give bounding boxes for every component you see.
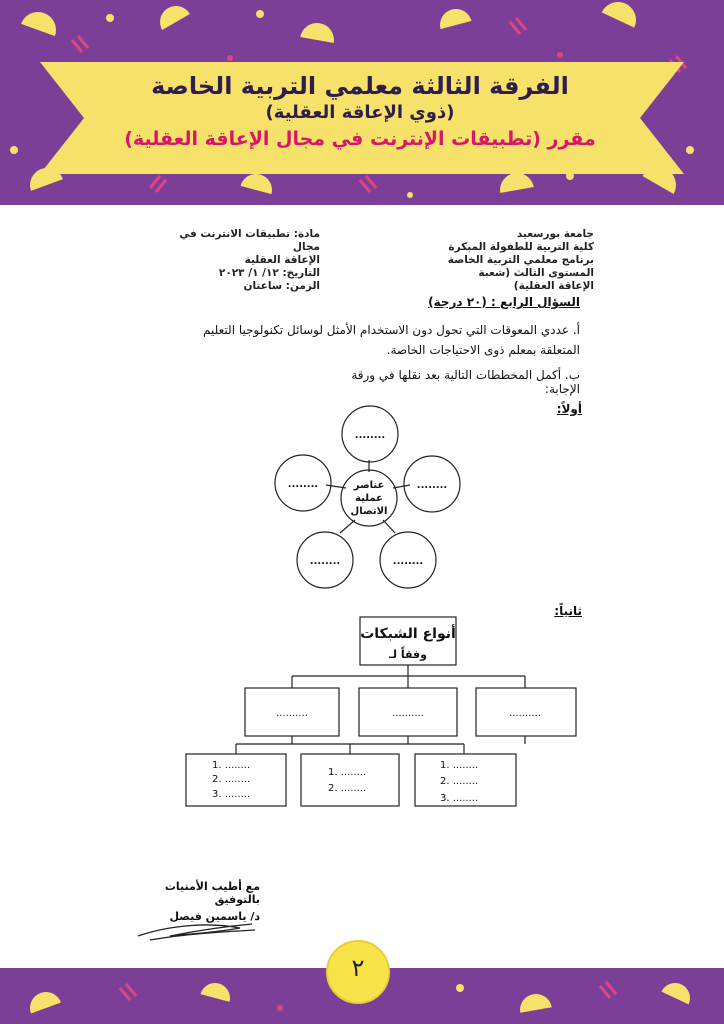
banner-title: الفرقة الثالثة معلمي التربية الخاصة [151,72,569,100]
outer-text-right: ........ [416,480,448,491]
university-name: جامعة بورسعيد [516,228,594,240]
leaf-box-left [186,754,286,806]
level2-text-middle: .......... [392,708,424,719]
level2-box-right [476,688,576,736]
leaf-right-item-3: 3. ........ [440,793,479,804]
center-node [341,470,397,526]
outer-text-top: ........ [354,430,386,441]
outer-node-bottom-left [297,532,353,588]
leaf-right-item-1: 1. ........ [440,760,479,771]
banner-subtitle: (ذوي الإعاقة العقلية) [265,102,455,123]
closing-wish: مع أطيب الأمنيات بالتوفيق [164,880,260,906]
exam-info [160,228,320,293]
subject-line-2: الإعاقة العقلية [244,254,320,266]
level2-box-left [245,688,339,736]
leaf-middle-item-2: 2. ........ [328,783,367,794]
subject-line: مادة: تطبيقات الانترنت في مجال [179,228,320,253]
page-number: ٢ [351,954,365,982]
center-text-3: الاتصال [350,506,388,517]
leaf-left-item-3: 3. ........ [212,789,251,800]
leaf-left-item-2: 2. ........ [212,774,251,785]
leaf-left-item-1: 1. ........ [212,760,251,771]
signature-scribble [138,924,255,940]
leaf-box-right [415,754,516,806]
communication-diagram [275,406,460,588]
question-part-b: ب. أكمل المخططات التالية بعد نقلها في ورقة الإجابة: [351,368,580,396]
network-tree [186,617,576,806]
root-subtitle: وفقاً لـ [389,648,427,661]
question-part-a: أ. عددي المعوقات التي تحول دون الاستخدام الأمثل لوسائل تكنولوجيا التعليم المتعلقة بمعلم ذوى الاحتياجات الخاصة. [203,323,580,357]
second-label: ثانياً: [554,604,582,618]
outer-node-left [275,455,331,511]
exam-duration: الزمن: ساعتان [243,280,320,292]
center-text-2: عملية [355,493,383,504]
level2-text-left: .......... [276,708,308,719]
outer-node-bottom-right [380,532,436,588]
center-text-1: عناصر [353,480,385,491]
level2-box-middle [359,688,457,736]
instructor-name: د/ ياسمين فيصل [169,910,260,923]
root-title: أنواع الشبكات [360,626,456,642]
outer-node-top [342,406,398,462]
exam-date: التاريخ: ١٢/ ١/ ٢٠٢٣ [218,267,320,279]
outer-text-bottom-left: ........ [309,556,341,567]
leaf-right-item-2: 2. ........ [440,776,479,787]
level2-text-right: .......... [509,708,541,719]
outer-text-left: ........ [287,479,319,490]
outer-node-right [404,456,460,512]
leaf-box-middle [301,754,399,806]
first-label: أولاً: [556,402,582,416]
top-banner [0,0,724,205]
faculty-name: كلية التربية للطفولة المبكرة [448,241,594,253]
program-name: برنامج معلمي التربية الخاصة [447,254,594,266]
institution-info [444,228,594,293]
question-title: السؤال الرابع : (٢٠ درجة) [428,295,580,309]
root-box [360,617,456,665]
leaf-middle-item-1: 1. ........ [328,767,367,778]
outer-text-bottom-right: ........ [392,556,424,567]
level-name: المستوى الثالث (شعبة الإعاقة العقلية) [478,267,594,292]
course-title: مقرر (تطبيقات الإنترنت في مجال الإعاقة العقلية) [124,128,596,150]
